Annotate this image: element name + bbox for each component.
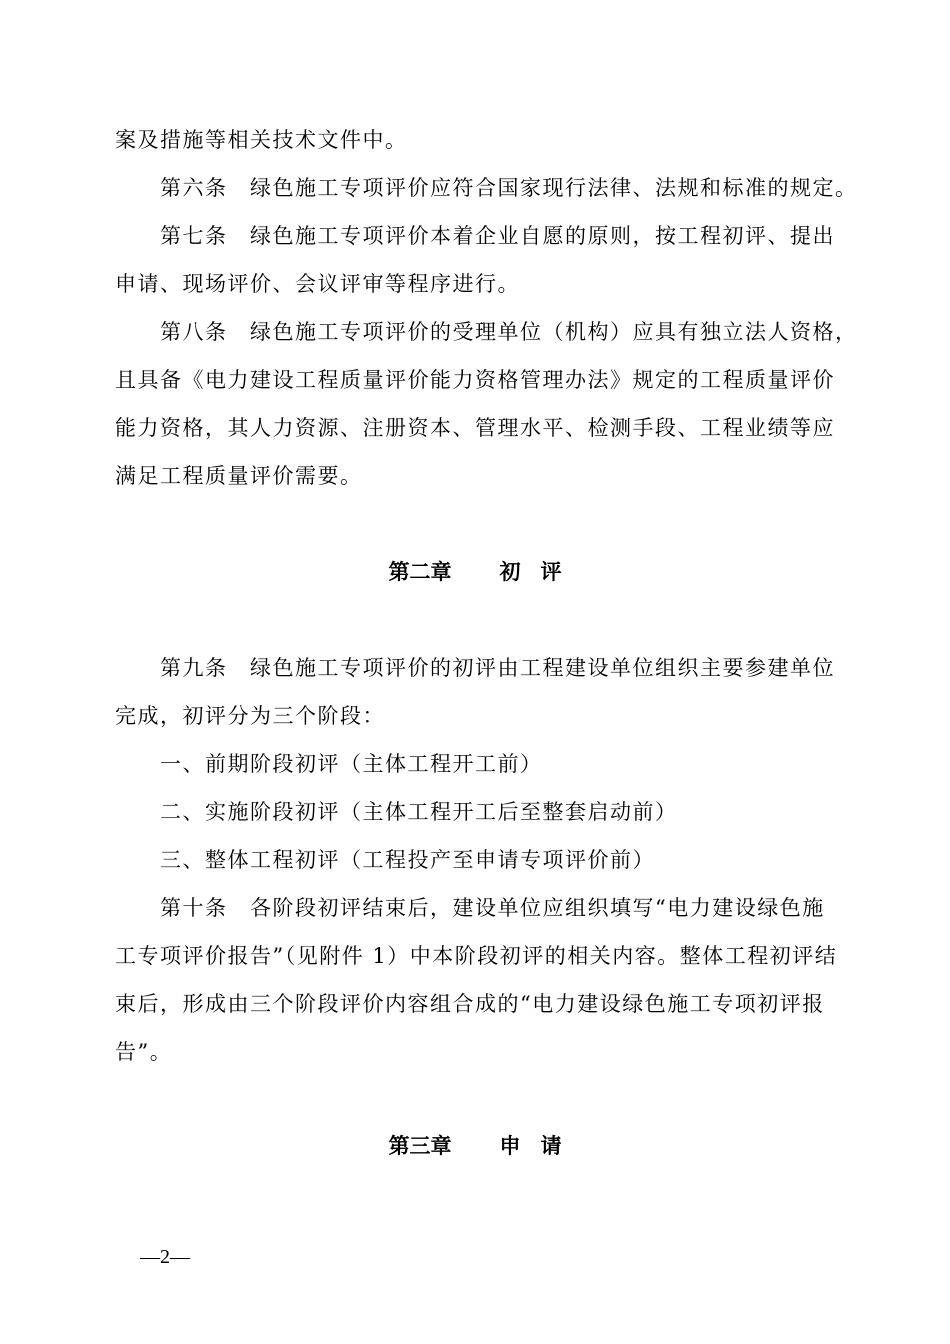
paragraph-continuation: 案及措施等相关技术文件中。 (115, 128, 408, 152)
chapter-2-title: 初评 (499, 560, 582, 584)
chapter-3-number: 第三章 (388, 1134, 452, 1158)
article-8-line-3: 能力资格，其人力资源、注册资本、管理水平、检测手段、工程业绩等应 (115, 416, 835, 440)
article-10-line-4: 告”。 (115, 1040, 173, 1064)
chapter-3-title: 申请 (499, 1134, 582, 1158)
article-8-line-4: 满足工程质量评价需要。 (115, 464, 363, 488)
article-10-line-3: 束后，形成由三个阶段评价内容组合成的“电力建设绿色施工专项初评报 (115, 992, 825, 1016)
stage-3-item: 三、整体工程初评（工程投产至申请专项评价前） (160, 848, 655, 872)
chapter-3-heading (0, 1132, 950, 1160)
article-7-line-2: 申请、现场评价、会议评审等程序进行。 (115, 272, 520, 296)
stage-2-item: 二、实施阶段初评（主体工程开工后至整套启动前） (160, 800, 678, 824)
article-9-line-2: 完成，初评分为三个阶段： (115, 704, 385, 728)
article-10-line-2: 工专项评价报告”（见附件 1）中本阶段初评的相关内容。整体工程初评结 (115, 944, 838, 968)
article-6: 第六条 绿色施工专项评价应符合国家现行法律、法规和标准的规定。 (160, 176, 858, 200)
article-9-line-1: 第九条 绿色施工专项评价的初评由工程建设单位组织主要参建单位 (160, 656, 835, 680)
article-10-line-1: 第十条 各阶段初评结束后，建设单位应组织填写“电力建设绿色施 (160, 896, 825, 920)
stage-1-item: 一、前期阶段初评（主体工程开工前） (160, 752, 543, 776)
chapter-2-heading (0, 558, 950, 586)
chapter-2-number: 第二章 (388, 560, 452, 584)
article-8-line-2: 且具备《电力建设工程质量评价能力资格管理办法》规定的工程质量评价 (115, 368, 835, 392)
article-7-line-1: 第七条 绿色施工专项评价本着企业自愿的原则，按工程初评、提出 (160, 224, 835, 248)
page-number: —2— (140, 1246, 190, 1268)
article-8-line-1: 第八条 绿色施工专项评价的受理单位（机构）应具有独立法人资格， (160, 320, 858, 344)
